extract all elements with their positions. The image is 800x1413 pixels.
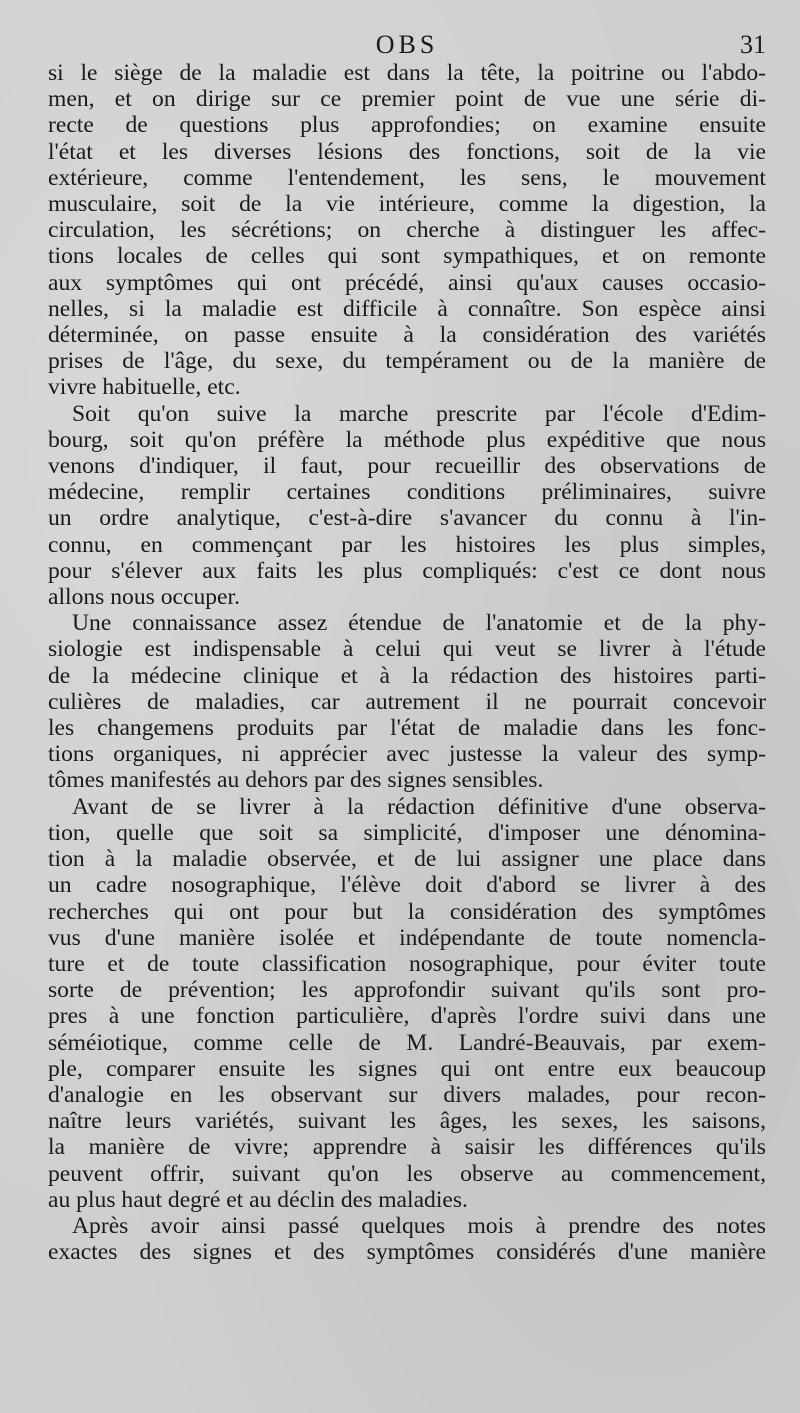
text-line: naître leurs variétés, suivant les âges, les sexes, les saisons, xyxy=(48,1108,766,1135)
text-line: pour s'élever aux faits les plus compliqués: c'est ce dont nous xyxy=(48,557,766,584)
text-line: médecine, remplir certaines conditions préliminaires, suivre xyxy=(48,479,766,506)
text-line: tions locales de celles qui sont sympathiques, et on remonte xyxy=(48,243,766,270)
text-line: venons d'indiquer, il faut, pour recueillir des observations de xyxy=(48,453,766,480)
text-line: vivre habituelle, etc. xyxy=(48,374,241,401)
text-line: la manière de vivre; apprendre à saisir les différences qu'ils xyxy=(48,1134,766,1161)
text-line: un ordre analytique, c'est-à-dire s'avancer du connu à l'in- xyxy=(48,505,766,532)
text-line: Avant de se livrer à la rédaction définitive d'une observa- xyxy=(72,793,766,820)
text-line: vus d'une manière isolée et indépendante de toute nomencla- xyxy=(48,924,766,951)
text-line: sorte de prévention; les approfondir suivant qu'ils sont pro- xyxy=(48,977,766,1004)
text-line: circulation, les sécrétions; on cherche à distinguer les affec- xyxy=(48,217,766,244)
paragraph xyxy=(48,794,766,1213)
text-line: aux symptômes qui ont précédé, ainsi qu'aux causes occasio- xyxy=(48,269,766,296)
text-line: de la médecine clinique et à la rédaction des histoires parti- xyxy=(48,662,766,689)
text-line: Une connaissance assez étendue de l'anatomie et de la phy- xyxy=(72,610,766,637)
text-line: siologie est indispensable à celui qui veut se livrer à l'étude xyxy=(48,636,766,663)
text-line: extérieure, comme l'entendement, les sens, le mouvement xyxy=(48,164,766,191)
page-header xyxy=(48,30,766,64)
text-line: nelles, si la maladie est difficile à connaître. Son espèce ainsi xyxy=(48,295,766,322)
text-line: au plus haut degré et au déclin des maladies. xyxy=(48,1186,468,1213)
running-head: OBS xyxy=(375,30,439,59)
text-line: si le siège de la maladie est dans la tête, la poitrine ou l'abdo- xyxy=(48,60,766,86)
text-line: ture et de toute classification nosographique, pour éviter toute xyxy=(48,950,766,977)
text-line: men, et on dirige sur ce premier point de vue une série di- xyxy=(48,86,766,113)
page-number: 31 xyxy=(740,30,766,59)
text-line: connu, en commençant par les histoires les plus simples, xyxy=(48,531,766,558)
text-line: déterminée, on passe ensuite à la considération des variétés xyxy=(48,322,766,349)
text-line: exactes des signes et des symptômes considérés d'une manière xyxy=(48,1239,766,1266)
text-line: culières de maladies, car autrement il ne pourrait concevoir xyxy=(48,688,766,715)
paragraph xyxy=(48,1213,766,1265)
paragraph xyxy=(48,610,766,793)
body-text xyxy=(48,60,766,1265)
text-line: musculaire, soit de la vie intérieure, comme la digestion, la xyxy=(48,191,766,218)
text-line: recte de questions plus approfondies; on examine ensuite xyxy=(48,112,766,139)
text-line: prises de l'âge, du sexe, du tempérament ou de la manière de xyxy=(48,348,766,375)
text-line: un cadre nosographique, l'élève doit d'abord se livrer à des xyxy=(48,872,766,899)
text-line: Après avoir ainsi passé quelques mois à prendre des notes xyxy=(72,1212,766,1239)
text-line: tion à la maladie observée, et de lui assigner une place dans xyxy=(48,846,766,873)
text-line: peuvent offrir, suivant qu'on les observe au commencement, xyxy=(48,1160,766,1187)
text-line: d'analogie en les observant sur divers malades, pour recon- xyxy=(48,1081,766,1108)
text-line: recherches qui ont pour but la considération des symptômes xyxy=(48,898,766,925)
text-line: allons nous occuper. xyxy=(48,584,240,611)
text-line: séméiotique, comme celle de M. Landré-Beauvais, par exem- xyxy=(48,1029,766,1056)
text-line: tômes manifestés au dehors par des signes sensibles. xyxy=(48,767,544,794)
text-line: tions organiques, ni apprécier avec justesse la valeur des symp- xyxy=(48,741,766,768)
paragraph xyxy=(48,60,766,401)
text-line: bourg, soit qu'on préfère la méthode plus expéditive que nous xyxy=(48,426,766,453)
text-line: tion, quelle que soit sa simplicité, d'imposer une dénomina- xyxy=(48,819,766,846)
text-line: pres à une fonction particulière, d'après l'ordre suivi dans une xyxy=(48,1003,766,1030)
text-line: Soit qu'on suive la marche prescrite par l'école d'Edim- xyxy=(72,400,766,427)
text-line: ple, comparer ensuite les signes qui ont entre eux beaucoup xyxy=(48,1055,766,1082)
text-line: l'état et les diverses lésions des fonctions, soit de la vie xyxy=(48,138,766,165)
paragraph xyxy=(48,401,766,611)
text-line: les changemens produits par l'état de maladie dans les fonc- xyxy=(48,715,766,742)
